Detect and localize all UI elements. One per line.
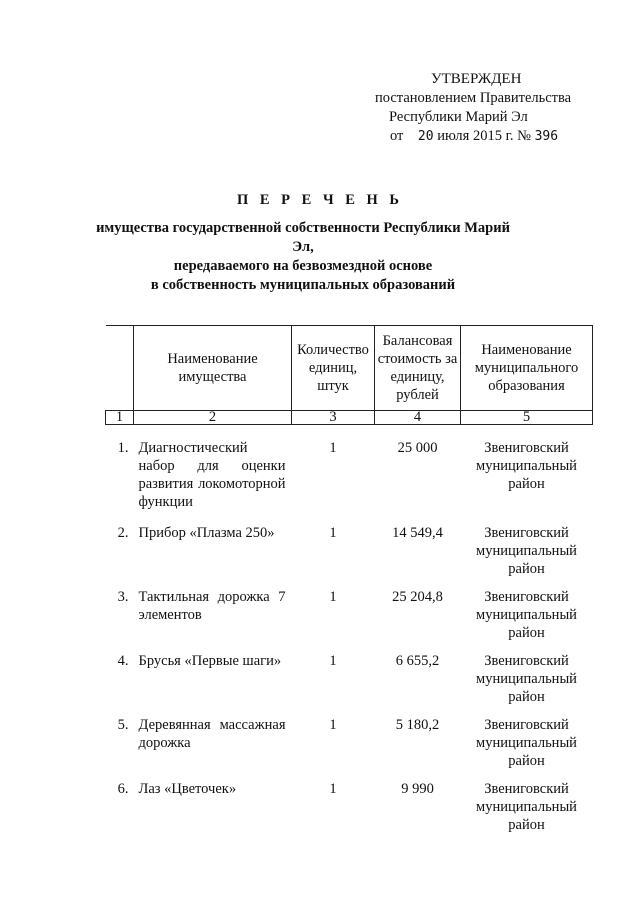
row-number: 5. (117, 716, 129, 733)
item-municipality: Звениговский муниципальный район (476, 440, 577, 492)
item-name: Брусья «Первые шаги» (138, 652, 282, 669)
table-row (106, 584, 593, 648)
subtitle-line-1: имущества государственной собственности Республики Марий Эл, (96, 220, 510, 255)
header-name: Наименование имущества (134, 326, 292, 411)
subtitle-line-3: в собственность муниципальных образований (150, 277, 456, 293)
item-quantity: 1 (329, 440, 337, 456)
item-name: Лаз «Цветочек» (138, 780, 237, 797)
table-row (106, 712, 593, 776)
approval-date-line (372, 127, 612, 146)
table-row (106, 648, 593, 712)
item-municipality: Звениговский муниципальный район (476, 716, 577, 769)
item-price: 5 180,2 (395, 716, 440, 733)
column-number: 2 (134, 411, 292, 425)
approval-from-label: от (390, 128, 404, 144)
approval-line-2: постановлением Правительства (375, 90, 572, 106)
item-municipality: Звениговский муниципальный район (476, 524, 577, 577)
item-name: Диагностический набор для оценки развития локомоторной функции (138, 440, 286, 510)
header-price: Балансовая стоимость за единицу, рублей (375, 326, 461, 411)
item-municipality: Звениговский муниципальный район (476, 588, 577, 641)
document-subtitle (88, 219, 518, 295)
row-number: 2. (117, 524, 129, 541)
column-number: 1 (106, 411, 134, 425)
column-number: 3 (292, 411, 375, 425)
item-name: Прибор «Плазма 250» (138, 524, 275, 541)
item-price: 6 655,2 (395, 652, 440, 669)
row-number: 6. (117, 780, 129, 797)
row-number: 1. (117, 440, 129, 456)
item-price: 25 204,8 (392, 588, 443, 605)
item-quantity: 1 (329, 780, 337, 797)
item-quantity: 1 (329, 716, 337, 733)
item-name: Деревянная массажная дорожка (138, 716, 286, 751)
property-table (105, 325, 593, 840)
column-number: 4 (375, 411, 461, 425)
table-column-numbers-row (106, 411, 593, 425)
header-number (106, 326, 134, 411)
table-row (106, 520, 593, 584)
header-quantity: Количество единиц, штук (292, 326, 375, 411)
approval-date-day: 20 (417, 129, 434, 144)
column-number: 5 (461, 411, 593, 425)
header-municipality: Наименование муниципального образования (461, 326, 593, 411)
item-price: 25 000 (397, 440, 438, 456)
item-quantity: 1 (329, 588, 337, 605)
approval-date-rest: июля 2015 г. № (437, 128, 531, 144)
table-row (106, 776, 593, 840)
item-quantity: 1 (329, 524, 337, 541)
item-name: Тактильная дорожка 7 элементов (138, 588, 286, 623)
item-price: 14 549,4 (392, 524, 443, 541)
row-number: 3. (117, 588, 129, 605)
item-municipality: Звениговский муниципальный район (476, 780, 577, 833)
table-row (106, 425, 593, 520)
table-header-row (106, 326, 593, 411)
item-municipality: Звениговский муниципальный район (476, 652, 577, 705)
approval-title: УТВЕРЖДЕН (431, 71, 522, 87)
item-quantity: 1 (329, 652, 337, 669)
approval-block (372, 70, 612, 146)
subtitle-line-2: передаваемого на безвозмездной основе (173, 258, 433, 274)
row-number: 4. (117, 652, 129, 669)
approval-line-3: Республики Марий Эл (389, 109, 528, 125)
document-title: П Е Р Е Ч Е Н Ь (236, 192, 404, 208)
approval-number: 396 (534, 129, 559, 144)
item-price: 9 990 (401, 780, 434, 797)
